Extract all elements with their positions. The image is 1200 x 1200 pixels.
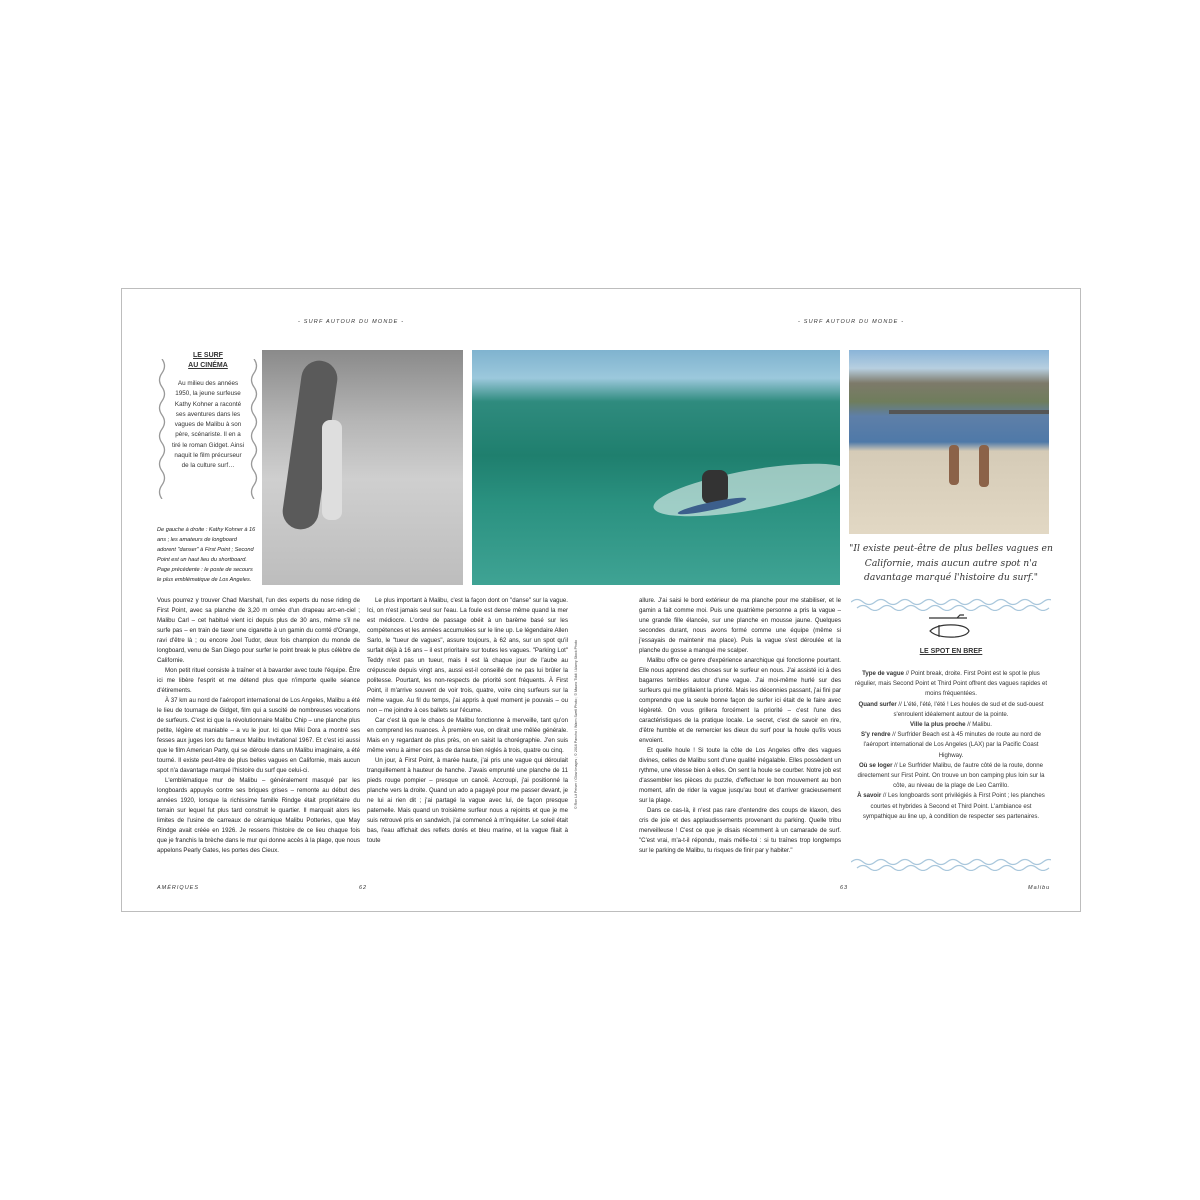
spot-text: Surfrider Beach est à 45 minutes de route au nord de l'aéroport international de Los Angeles (LAX) par la Pacific Coast Highway. (863, 731, 1041, 759)
spot-item-type (854, 669, 1048, 700)
page-number-left: 62 (359, 885, 368, 891)
separator: // (898, 700, 902, 708)
spot-item-when (854, 700, 1048, 720)
running-head-right: - SURF AUTOUR DU MONDE - (798, 319, 905, 325)
spot-label: Quand surfer (858, 700, 897, 708)
spot-label: S'y rendre (861, 731, 891, 739)
paragraph: Car c'est là que le chaos de Malibu fonctionne à merveille, tant qu'on en comprend les nuances. À première vue, on dirait une mêlée générale. Mais en y regardant de plus près, on en saisit la chorégraphie. J'en suis même venu à aimer ces pas de danse bien réglés à trois, quatre ou cinq. (367, 717, 568, 754)
separator: // (894, 761, 898, 769)
magazine-spread (121, 288, 1081, 912)
spot-item-tips (854, 791, 1048, 822)
footer-section-left: AMÉRIQUES (157, 885, 200, 891)
spot-item-access (854, 730, 1048, 761)
photo-caption: De gauche à droite : Kathy Kohner à 16 ans ; les amateurs de longboard adorent "danser" à First Point ; Second Point est un haut lieu du shortboard. Page précédente : le poste de secours le plus emblématique de Los Angeles. (157, 527, 256, 583)
squiggle-border-left (157, 359, 167, 499)
spot-label: Où se loger (858, 761, 893, 769)
photo-credit: © Ron Lit Peiser / Glow Images ; © 2016 Pancho / Warm Swell Photo ; © Mauro Tiddi / Alamy Stock Photo (574, 639, 578, 809)
squiggle-border-right (249, 359, 259, 499)
photo-surfer-wave (472, 350, 840, 585)
photo-kathy-kohner (262, 350, 463, 585)
spot-item-lodging (854, 761, 1048, 792)
spot-text: Point break, droite. First Point est le spot le plus régulier, mais Second Point et Third Point offrent des vagues rapides et moins fréquentées. (854, 670, 1048, 698)
paragraph: Vous pourrez y trouver Chad Marshall, l'un des experts du nose riding de First Point, avec sa planche de 3,20 m ornée d'un drapeau arc-en-ciel ; Malibu Carl – cet habitué vient ici depuis plus de 30 ans, même s'il ne surfe pas – en train de taxer une cigarette à un gamin du comté d'Orange, ravi d'être là ; ou encore Joel Tudor, deux fois champion du monde de longboard, venu de San Diego pour surfer le point break le plus célèbre de Californie. (157, 597, 360, 664)
spot-details (854, 669, 1048, 822)
spot-label: Type de vague (862, 670, 905, 677)
separator: // (905, 670, 910, 677)
spot-text: Le Surfrider Malibu, de l'autre côté de la route, donne directement sur First Point. On trouve un bon camping plus loin sur la côte, au niveau de la plage de Leo Carrillo. (857, 761, 1045, 790)
spot-text: Les longboards sont privilégiés à First Point ; les planches courtes et hybrides à Second et Third Point. L'ambiance est sympathique au line up, à condition de respecter ses partenaires. (862, 792, 1045, 820)
sidebar-title-1: LE SURF (193, 352, 223, 359)
spot-text: L'été, l'été, l'été ! Les houles de sud et de sud-ouest s'enroulent idéalement autour de la pointe. (893, 700, 1044, 718)
paragraph: À 37 km au nord de l'aéroport international de Los Angeles, Malibu a été le lieu de tournage de Gidget, film qui a suscité de nombreuses vocations de surfeurs. C'est ici que la révolutionnaire Malibu Chip – une planche plus petite, légère et maniable – a vu le jour. Ici que Miki Dora a montré ses fesses aux juges lors du fameux Malibu Invitational 1967. Et c'est ici aussi que le film American Party, qui se déroule dans un Malibu imaginaire, a été tourné. Il existe peut-être de plus belles vagues en Californie, mais aucun spot n'a davantage marqué l'histoire du surf que celui-ci. (157, 697, 360, 774)
separator: // (882, 792, 887, 800)
paragraph: Mon petit rituel consiste à traîner et à bavarder avec toute l'équipe. Être ici me libère l'esprit et me détend plus que n'importe quelle séance d'étirements. (157, 667, 360, 694)
separator: // (967, 721, 971, 729)
body-column-1 (157, 596, 360, 856)
spot-item-city (854, 720, 1048, 730)
body-column-3 (639, 596, 841, 856)
paragraph: Malibu offre ce genre d'expérience anarchique qui fonctionne pourtant. Elle nous apprend des choses sur le surfeur en nous. J'ai assisté ici à des bagarres terribles autour d'une vague. J'ai moi-même hurlé sur des surfeurs qui me grillaient la priorité. Mais les décennies passant, j'ai fini par comprendre que la seule bonne façon de surfer ici était de le faire avec légèreté. On vous grillera forcément la priorité – c'est l'une des caractéristiques de la pratique locale. Le secret, c'est de savoir en rire, d'être humble et de remercier les dieux du surf pour la houle qu'ils vous envoient. (639, 657, 842, 744)
paragraph: Le plus important à Malibu, c'est la façon dont on "danse" sur la vague. Ici, on n'est jamais seul sur l'eau. La foule est dense même quand la mer est médiocre. L'ordre de passage obéit à un barème basé sur les compétences et les années accumulées sur le line up. Le légendaire Allen Sarlo, le "tueur de vagues", assure toujours, à 62 ans, sur un spot qu'il surfait déjà à 16 ans – il est prioritaire sur toutes les vagues. "Parking Lot" Teddy n'est pas un tueur, mais il est là chaque jour de l'aube au crépuscule depuis vingt ans, aussi est-il conseillé de ne pas lui brûler la politesse. Pourtant, les non-respects de priorité sont fréquents. À First Point, il m'arrive souvent de voir trois, quatre, voire cinq surfeurs sur la même vague. Au fil du temps, j'ai appris à quel moment je pouvais – ou non – me joindre à ces ballets sur l'écume. (367, 597, 568, 714)
footer-section-right: Malibu (1028, 885, 1051, 891)
wave-divider-top (851, 597, 1051, 611)
wave-divider-bottom (851, 857, 1051, 871)
sidebar-text: Au milieu des années 1950, la jeune surfeuse Kathy Kohner a raconté ses aventures dans les vagues de Malibu à son père, scénariste. Il en a tiré le roman Gidget. Ainsi naquit le film précurseur de la culture surf… (171, 380, 245, 470)
spot-text: Malibu. (972, 721, 992, 729)
spot-label: Ville la plus proche (910, 721, 966, 729)
paragraph: L'emblématique mur de Malibu – généralement masqué par les longboards appuyés contre ses briques grises – remonte au début des années 1920, lorsque la richissime famille Rindge était propriétaire du terrain sur lequel fut plus tard construit le quartier. Il marquait alors les limites de l'usine de carreaux de céramique Malibu Potteries, que May Rindge avait créée en 1926. Je ressens l'histoire de ce lieu chaque fois que je franchis la brèche dans le mur qui donne accès à la plage, que nous appelons Pearly Gates, les portes des Cieux. (157, 777, 360, 854)
photo-malibu-beach-pier (849, 350, 1049, 534)
body-column-2 (367, 596, 568, 846)
separator: // (892, 731, 896, 739)
sidebar-title-2: AU CINÉMA (188, 362, 228, 369)
running-head-left: - SURF AUTOUR DU MONDE - (298, 319, 405, 325)
paragraph: Un jour, à First Point, à marée haute, j'ai pris une vague qui déroulait tranquillement à hauteur de hanche. J'avais emprunté une planche de 11 pieds rouge pompier – presque un canoë. Accroupi, j'ai positionné la planche vers la droite. Quand un ado a pagayé pour me passer devant, je ne lui ai rien dit ; j'ai partagé la vague avec lui, de façon presque paternelle. Mais quand un troisième surfeur nous a rejoints et que je me suis retrouvé pris en sandwich, j'ai commencé à m'inquiéter. Le soleil était bas, l'eau affichait des reflets dorés et bleu marine, et la vague filait à toute (367, 757, 568, 844)
sidebar-box (157, 351, 259, 472)
paragraph: allure. J'ai saisi le bord extérieur de ma planche pour me stabiliser, et le gamin a fait comme moi. Puis une quatrième personne a pris la vague – une grande fille élancée, sur une planche en mousse jaune. Quelques secondes durant, nous avons formé comme une équipe (même si j'essayais de maintenir ma place). Puis la vague s'est déroulée et la planche du gosse a manqué me scalper. (639, 597, 841, 654)
spot-label: À savoir (857, 792, 882, 800)
pull-quote: "Il existe peut-être de plus belles vagues en Californie, mais aucun autre spot n'a davantage marqué l'histoire du surf." (849, 543, 1053, 583)
page-number-right: 63 (840, 885, 849, 891)
spot-title: LE SPOT EN BREF (919, 648, 983, 655)
surfboard-icon (927, 614, 971, 640)
paragraph: Et quelle houle ! Si toute la côte de Los Angeles offre des vagues divines, celles de Malibu sont d'une qualité inégalable. Elles possèdent un rythme, une vitesse bien à elles. On sent la houle se courber. Notre job est d'assembler les pièces du puzzle, d'effectuer le bon mouvement au bon moment, afin de rider la vague jusqu'au bout et d'arriver gracieusement sur la plage. (639, 747, 841, 804)
paragraph: Dans ce cas-là, il n'est pas rare d'entendre des coups de klaxon, des cris de joie et des applaudissements provenant du parking. Quelle tribu merveilleuse ! C'est ce que je disais récemment à un camarade de surf. "C'est vrai, m'a-t-il répondu, mais méfie-toi : si tu traînes trop longtemps sur le parking de Malibu, tu risques de finir par y habiter." (639, 807, 841, 854)
